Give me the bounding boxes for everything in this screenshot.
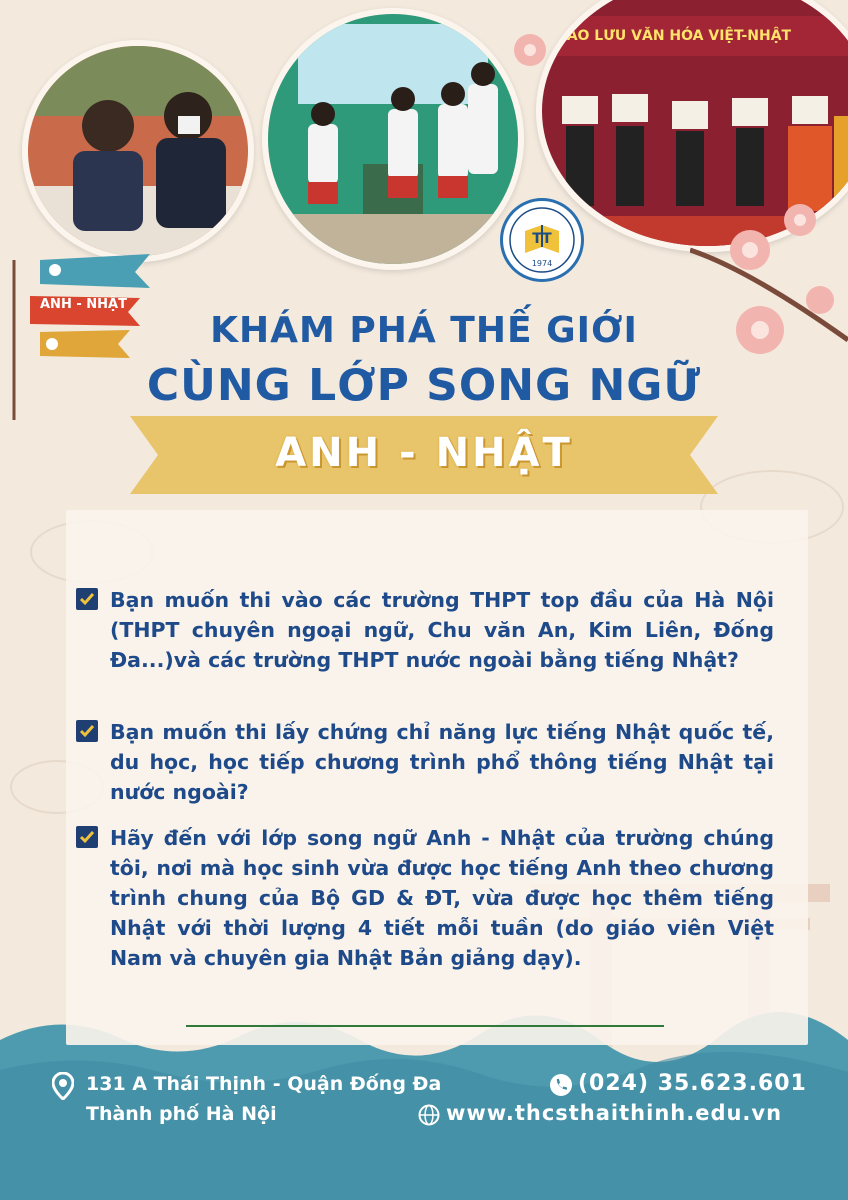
svg-text:TT: TT	[532, 231, 552, 247]
ribbon-text: ANH - NHẬT	[275, 430, 573, 476]
checkbox-icon	[76, 720, 98, 742]
phone-number[interactable]: (024) 35.623.601	[578, 1071, 807, 1096]
list-item-text: Bạn muốn thi vào các trường THPT top đầu của Hà Nội (THPT chuyên ngoại ngữ, Chu văn An, Kim Liên, Đống Đa...)và các trường THPT nước ngoài bằng tiếng Nhật?	[110, 588, 774, 672]
address-line-1: 131 A Thái Thịnh - Quận Đống Đa	[86, 1073, 442, 1095]
heading-line-1: KHÁM PHÁ THẾ GIỚI	[210, 310, 638, 351]
list-item-text: Hãy đến với lớp song ngữ Anh - Nhật của trường chúng tôi, nơi mà học sinh vừa được học tiếng Anh theo chương trình chung của Bộ GD & ĐT, vừa được học thêm tiếng Nhật với thời lượng 4 tiết mỗi tuần (do giáo viên Việt Nam và chuyên gia Nhật Bản giảng dạy).	[110, 826, 774, 970]
kite-label: ANH - NHẬT	[40, 297, 127, 312]
photo-students-stage	[262, 8, 524, 270]
photo-banner-text: GIAO LƯU VĂN HÓA VIỆT-NHẬT	[550, 28, 792, 44]
logo-year: 1974	[531, 259, 553, 268]
location-pin-icon	[52, 1072, 74, 1100]
cherry-blossom-icon	[510, 30, 550, 70]
photo-students-painting	[22, 40, 254, 262]
divider	[186, 1025, 664, 1027]
heading-line-2: CÙNG LỚP SONG NGỮ	[146, 360, 702, 411]
address-line-2: Thành phố Hà Nội	[86, 1103, 277, 1125]
list-item-text: Bạn muốn thi lấy chứng chỉ năng lực tiếng Nhật quốc tế, du học, học tiếp chương trình phổ thông tiếng Nhật tại nước ngoài?	[110, 720, 774, 804]
phone-icon	[550, 1074, 572, 1096]
website-link[interactable]: www.thcsthaithinh.edu.vn	[446, 1101, 783, 1125]
checkbox-icon	[76, 588, 98, 610]
globe-icon	[418, 1104, 440, 1126]
school-logo	[500, 198, 584, 282]
checkbox-icon	[76, 826, 98, 848]
